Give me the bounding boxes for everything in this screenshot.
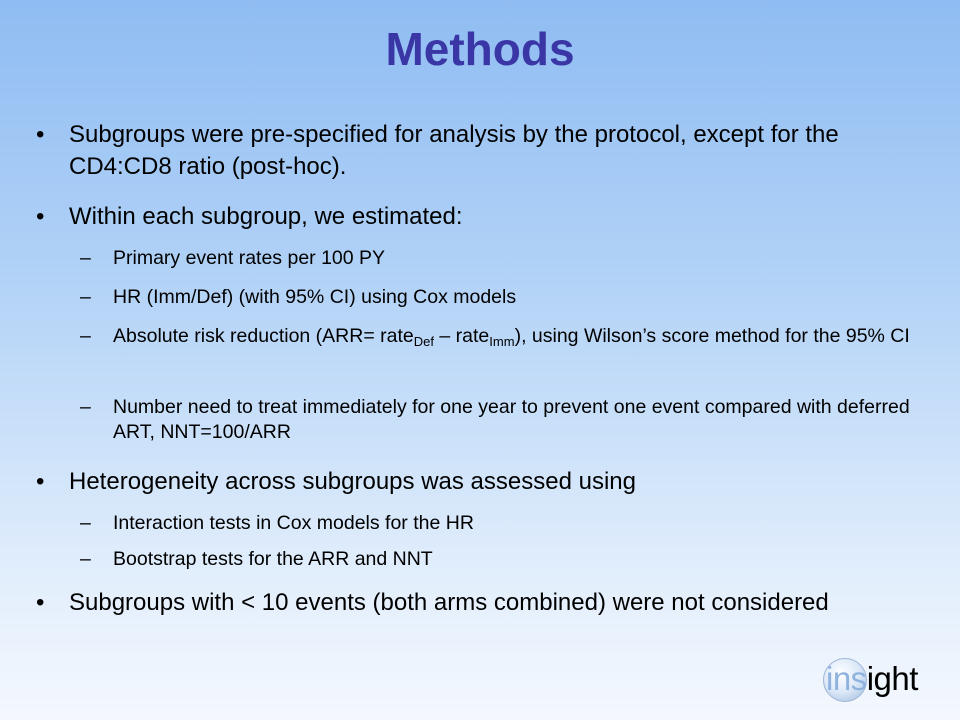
arr-text-part1: Absolute risk reduction (ARR= rate xyxy=(113,325,414,347)
insight-logo xyxy=(823,656,918,702)
bullet-text: Within each subgroup, we estimated: xyxy=(69,203,463,230)
bullet-within-subgroup xyxy=(36,201,916,233)
subitem-hazard-ratio xyxy=(80,285,940,310)
subitem-bootstrap-tests xyxy=(80,547,940,572)
bullet-marker: • xyxy=(36,589,45,616)
bullet-text: Heterogeneity across subgroups was assessed using xyxy=(69,468,636,495)
arr-text-part2: – rate xyxy=(434,325,490,347)
subitem-text: Bootstrap tests for the ARR and NNT xyxy=(113,548,433,570)
logo-wordmark-ight: ight xyxy=(866,660,918,697)
bullet-text: Subgroups with < 10 events (both arms combined) were not considered xyxy=(69,589,829,616)
logo-wordmark-ins: ins xyxy=(826,660,867,697)
subitem-event-rates xyxy=(80,246,940,271)
arr-subscript-def: Def xyxy=(413,334,434,349)
subitem-marker: – xyxy=(80,396,91,418)
subitem-marker: – xyxy=(80,286,91,308)
bullet-text: Subgroups were pre-specified for analysis by the protocol, except for the CD4:CD8 ratio (post-hoc). xyxy=(69,121,839,180)
subitem-absolute-risk-reduction xyxy=(80,324,940,349)
subitem-marker: – xyxy=(80,512,91,534)
logo-wordmark xyxy=(823,656,918,702)
arr-subscript-imm: Imm xyxy=(489,334,515,349)
subitem-text: HR (Imm/Def) (with 95% CI) using Cox models xyxy=(113,286,517,308)
bullet-marker: • xyxy=(36,121,45,148)
subitem-marker: – xyxy=(80,247,91,269)
subitem-text: Primary event rates per 100 PY xyxy=(113,247,386,269)
subitem-number-needed-to-treat xyxy=(80,395,940,445)
subitem-marker: – xyxy=(80,548,91,570)
bullet-subgroups-excluded xyxy=(36,587,916,619)
subitem-marker: – xyxy=(80,325,91,347)
slide-title: Methods xyxy=(385,23,575,75)
subitem-interaction-tests xyxy=(80,511,940,536)
bullet-marker: • xyxy=(36,468,45,495)
bullet-subgroups-prespecified xyxy=(36,119,916,183)
subitem-text: Number need to treat immediately for one year to prevent one event compared with deferred ART, NNT=100/ARR xyxy=(113,396,910,443)
bullet-marker: • xyxy=(36,203,45,230)
subitem-text xyxy=(113,324,940,349)
bullet-heterogeneity xyxy=(36,466,916,498)
arr-text-part3: ), using Wilson’s score method for the 95% CI xyxy=(514,325,910,347)
subitem-text: Interaction tests in Cox models for the HR xyxy=(113,512,474,534)
